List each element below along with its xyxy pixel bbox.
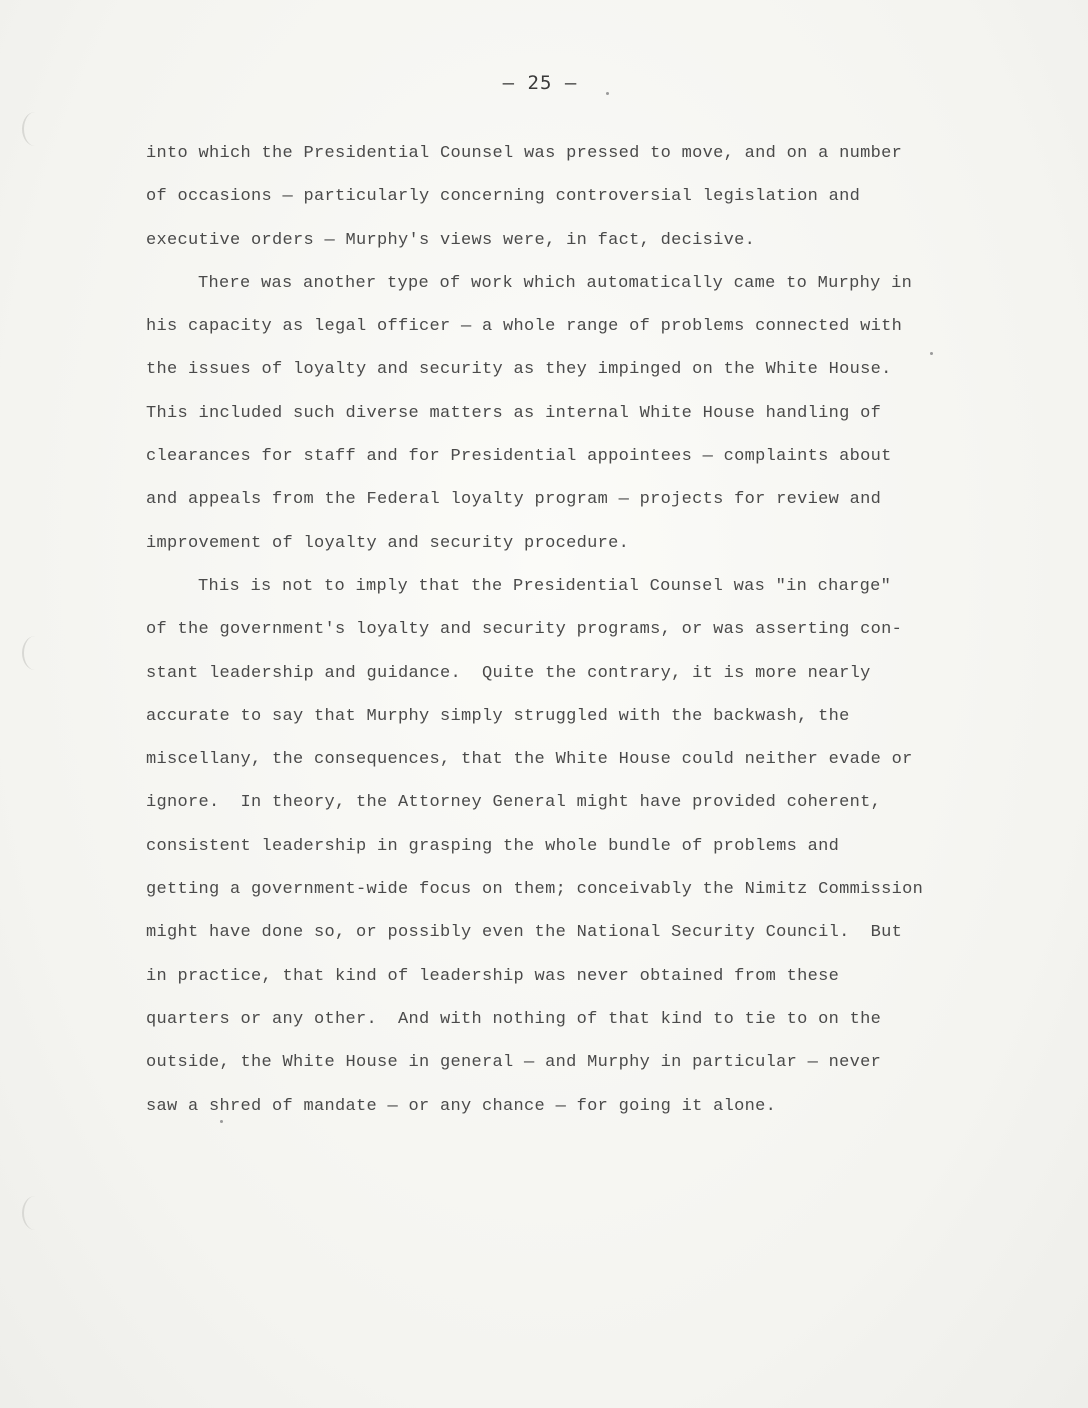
text-line: miscellany, the consequences, that the White House could neither evade or [146, 750, 913, 770]
text-line: consistent leadership in grasping the whole bundle of problems and [146, 836, 840, 856]
text-line: executive orders — Murphy's views were, in fact, decisive. [146, 230, 756, 250]
text-line: quarters or any other. And with nothing of that kind to tie to on the [146, 1009, 882, 1029]
text-line: ignore. In theory, the Attorney General might have provided coherent, [146, 793, 882, 813]
text-line: This is not to imply that the Presidential Counsel was "in charge" [198, 576, 892, 596]
text-line: improvement of loyalty and security procedure. [146, 533, 630, 553]
text-line: outside, the White House in general — and Murphy in particular — never [146, 1053, 882, 1073]
text-line: of the government's loyalty and security programs, or was asserting con- [146, 620, 903, 640]
text-line: getting a government-wide focus on them; conceivably the Nimitz Commission [146, 880, 924, 900]
text-line: There was another type of work which automatically came to Murphy in [198, 273, 913, 293]
text-line: in practice, that kind of leadership was never obtained from these [146, 966, 840, 986]
punch-hole-mark [22, 1196, 48, 1230]
text-line: This included such diverse matters as internal White House handling of [146, 403, 882, 423]
text-line: accurate to say that Murphy simply struggled with the backwash, the [146, 706, 850, 726]
text-line: into which the Presidential Counsel was pressed to move, and on a number [146, 144, 903, 163]
text-line: of occasions — particularly concerning controversial legislation and [146, 187, 861, 207]
text-line: clearances for staff and for Presidential appointees — complaints about [146, 447, 892, 467]
body-text [146, 132, 946, 1128]
text-line: saw a shred of mandate — or any chance — for going it alone. [146, 1096, 777, 1116]
punch-hole-mark [22, 112, 48, 146]
text-line: might have done so, or possibly even the National Security Council. But [146, 923, 903, 943]
punch-hole-mark [22, 636, 48, 670]
text-line: the issues of loyalty and security as they impinged on the White House. [146, 360, 892, 380]
text-line: his capacity as legal officer — a whole range of problems connected with [146, 317, 903, 337]
text-line: stant leadership and guidance. Quite the contrary, it is more nearly [146, 663, 871, 683]
text-line: and appeals from the Federal loyalty program — projects for review and [146, 490, 882, 510]
page-number: — 25 — [502, 72, 578, 94]
